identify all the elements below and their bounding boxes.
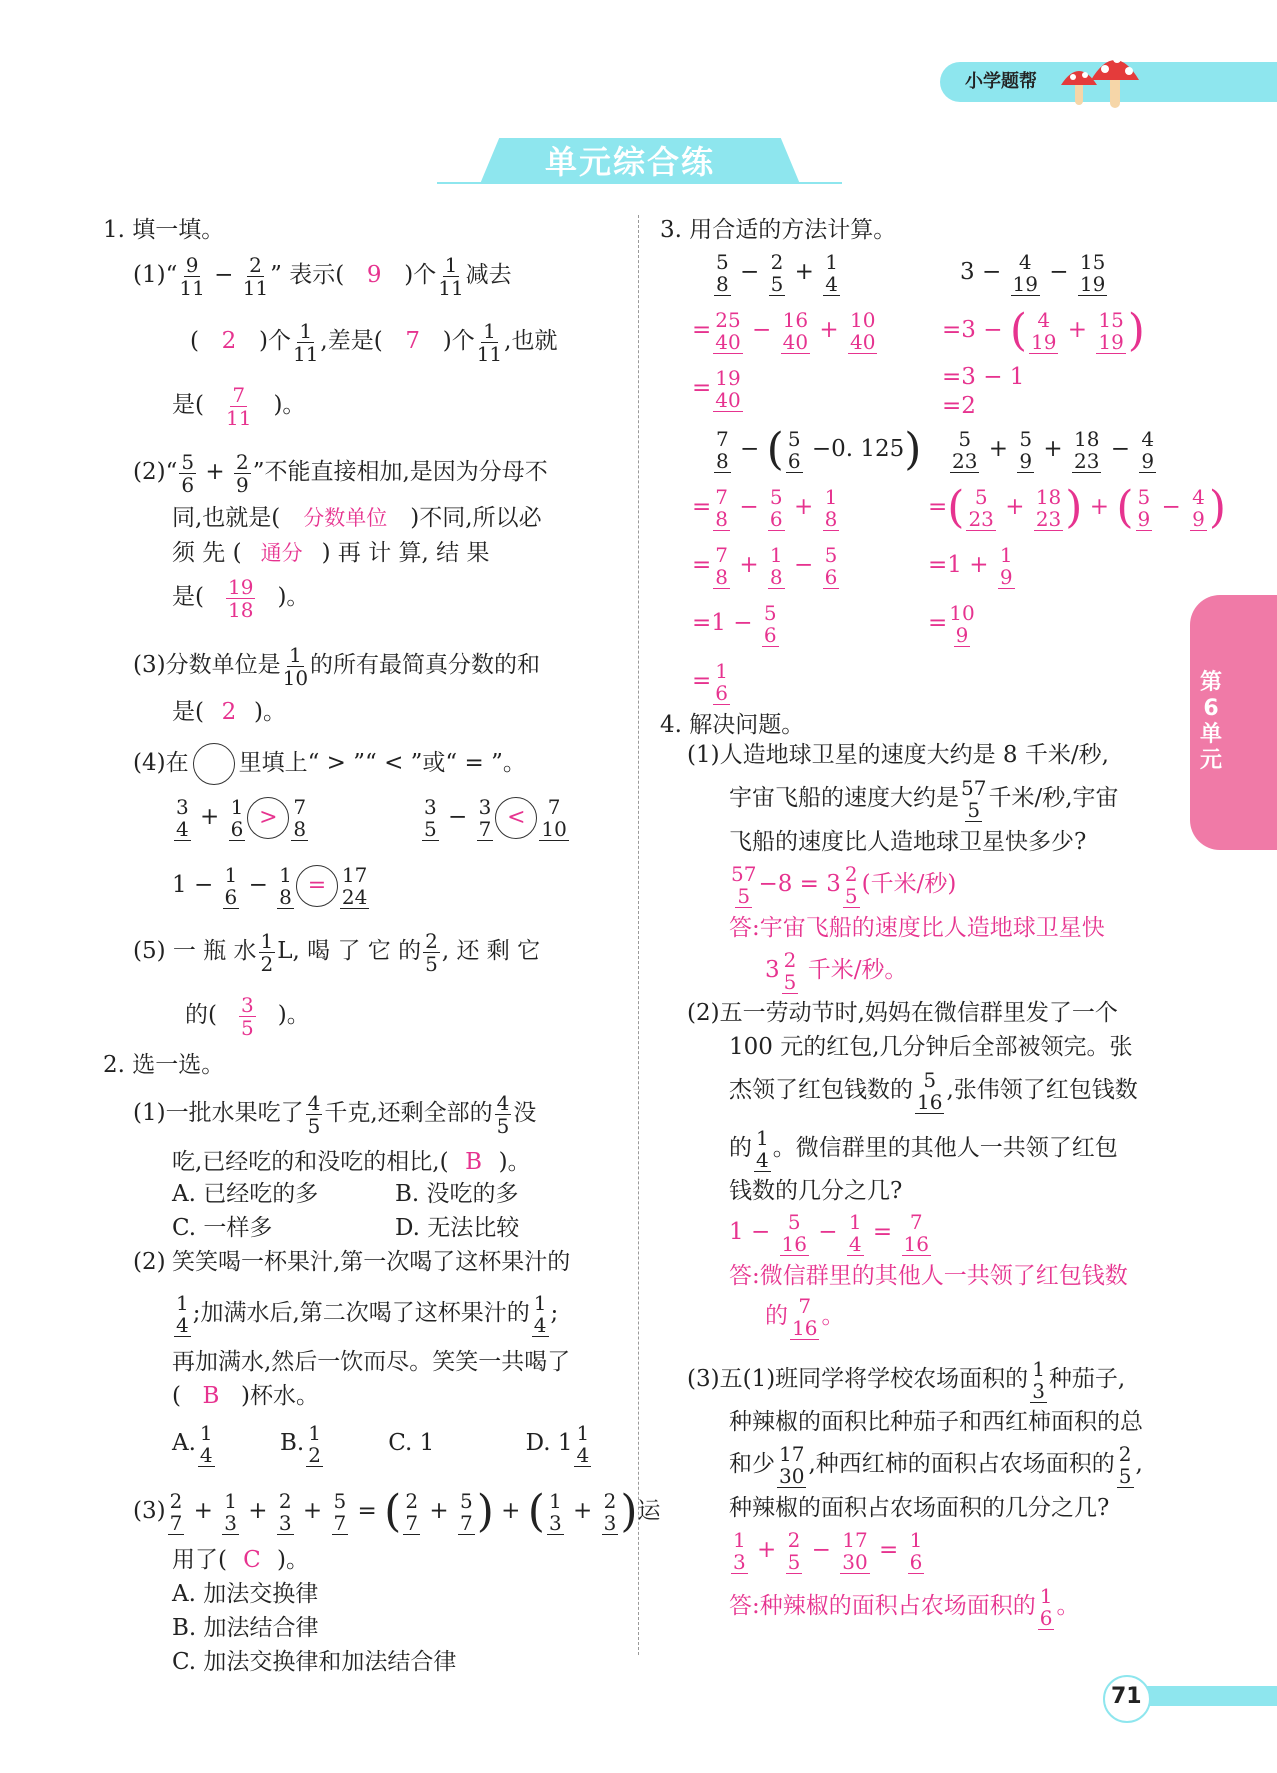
q2-3-answer: C	[243, 1547, 261, 1573]
q1-1-answer-3: 7	[405, 328, 421, 354]
q3-calc-d-4: = 10 9	[928, 600, 975, 647]
q4-3-calc: 1 3 + 2 5 − 17 30 = 1 6	[733, 1527, 923, 1574]
q4-2-line1: (2)五一劳动节时,妈妈在微信群里发了一个	[687, 1000, 1118, 1026]
q4-1-calc: 57 5 −8 = 3 2 5 (千米/秒)	[731, 861, 957, 908]
q2-2-answer: B	[202, 1383, 220, 1409]
q1-5-answer: $\frac{3}{5}$	[240, 992, 254, 1040]
q4-3-line2: 种辣椒的面积比种茄子和西红柿面积的总	[729, 1409, 1143, 1435]
q2-1-optD: D. 无法比较	[395, 1215, 520, 1241]
page-number: 71	[1111, 1684, 1142, 1709]
q1-2-line1: (2)“ $\frac{5}{6}$ + $\frac{2}{9}$ ”不能直接相加,是因为分母不	[133, 449, 548, 497]
q3-heading: 3. 用合适的方法计算。	[660, 217, 897, 243]
q4-2-answer-line2: 的 7 16 。	[765, 1293, 845, 1340]
unit-side-tab-label: 第6单元	[1199, 670, 1222, 773]
q2-1-optB: B. 没吃的多	[395, 1181, 519, 1207]
column-divider	[638, 215, 639, 1655]
q1-4-compare-2: 3 5 − 3 7 < 7 10	[424, 794, 567, 841]
q3-calc-d-3: =1 + 1 9	[928, 542, 1013, 589]
q3-calc-d-2: =( 5 23 + 18 23 ) + ( 5 9 − 4 9 )	[928, 482, 1227, 533]
q4-1-line2: 宇宙飞船的速度大约是 57 5 千米/秒,宇宙	[729, 775, 1119, 822]
q4-3-line3: 和少 17 30 ,种西红柿的面积占农场面积的 2 5 ,	[729, 1441, 1143, 1488]
q2-3-line2: 用了( C )。	[172, 1544, 309, 1576]
q1-1-line3: 是( $\frac{7}{11}$ )。	[172, 382, 306, 430]
q2-2-line4: ( B )杯水。	[172, 1380, 319, 1412]
q3-calc-a-1: 5 8 − 2 5 + 1 4	[716, 249, 839, 296]
mushroom-icon	[1055, 45, 1145, 115]
q4-1-answer-line1: 答:宇宙飞船的速度比人造地球卫星快	[729, 915, 1105, 941]
q1-5-line2: 的( $\frac{3}{5}$ )。	[185, 992, 310, 1040]
q3-calc-d-1: 5 23 + 5 9 + 18 23 − 4 9	[952, 426, 1155, 473]
q1-1-line1: (1)“ $\frac{9}{11}$ − $\frac{2}{11}$ ” 表示( 9 )个 $\frac{1}{11}$ 减去	[133, 250, 512, 300]
q4-1-answer-line2: 3 2 5 千米/秒。	[765, 947, 908, 994]
q1-2-line2: 同,也就是( 分数单位 )不同,所以必	[172, 502, 542, 534]
q4-2-line5: 钱数的几分之几?	[729, 1178, 903, 1204]
page-title: 单元综合练	[545, 143, 716, 181]
q3-calc-a-3: = 19 40	[692, 365, 741, 412]
q1-3-line2: 是( 2 )。	[172, 696, 286, 728]
q3-calc-c-5: = 1 6	[692, 658, 729, 705]
q4-1-line1: (1)人造地球卫星的速度大约是 8 千米/秒,	[687, 742, 1109, 768]
q2-1-line1: (1)一批水果吃了 $\frac{4}{5}$ 千克,还剩全部的 $\frac{4}{5}$ 没	[133, 1090, 537, 1138]
q3-calc-c-3: = 7 8 + 1 8 − 5 6	[692, 542, 838, 589]
q4-heading: 4. 解决问题。	[660, 712, 805, 738]
q2-3-line1: (3) 2 7 + 1 3 + 2 3 + 5 7 = ( 2 7 + 5 7 ) + ( 1 3 + 2 3 )运	[133, 1486, 661, 1537]
q3-calc-b-1: 3 − 4 19 − 15 19	[960, 249, 1106, 296]
q2-1-optC: C. 一样多	[172, 1215, 273, 1241]
q1-4-compare-3: 1 − 1 6 − 1 8 = 17 24	[172, 862, 368, 909]
q4-1-line3: 飞船的速度比人造地球卫星快多少?	[729, 829, 1087, 855]
q4-3-line1: (3)五(1)班同学将学校农场面积的 1 3 种茄子,	[687, 1356, 1126, 1403]
q4-2-line3: 杰领了红包钱数的 5 16 ,张伟领了红包钱数	[729, 1067, 1138, 1114]
brand-label: 小学题帮	[965, 71, 1037, 92]
q1-4-line1: (4)在 里填上“ > ”“ < ”或“ = ”。	[133, 740, 526, 786]
q2-2-line2: 1 4 ;加满水后,第二次喝了这杯果汁的 1 4 ;	[176, 1290, 559, 1337]
q4-3-line4: 种辣椒的面积占农场面积的几分之几?	[729, 1495, 1110, 1521]
q1-2-answer-3: $\frac{19}{18}$	[227, 574, 254, 622]
q4-2-calc: 1 − 5 16 − 1 4 = 7 16	[729, 1209, 929, 1256]
q2-1-line2: 吃,已经吃的和没吃的相比,( B )。	[172, 1146, 531, 1178]
q1-1-answer-1: 9	[366, 262, 382, 288]
q2-2-line3: 再加满水,然后一饮而尽。笑笑一共喝了	[172, 1349, 571, 1375]
q1-4-compare-1: 3 4 + 1 6 > 7 8	[176, 794, 307, 841]
q1-5-line1: (5) 一 瓶 水 $\frac{1}{2}$ L, 喝 了 它 的 $\frac{2}{5}$ , 还 剩 它	[133, 928, 541, 976]
q1-2-line3: 须 先 ( 通分 ) 再 计 算, 结 果	[172, 537, 489, 569]
q2-2-label: (2)	[133, 1249, 166, 1275]
q1-1-answer-2: 2	[221, 328, 237, 354]
q2-2-options: A. 1 4 B. 1 2 C. 1 D. 1 1 4	[172, 1420, 590, 1467]
q3-calc-c-1: 7 8 − ( 5 6 −0. 125)	[716, 424, 922, 475]
q3-calc-c-2: = 7 8 − 5 6 + 1 8	[692, 484, 838, 531]
q2-3-optB: B. 加法结合律	[172, 1615, 319, 1641]
q1-3-answer: 2	[221, 699, 237, 725]
q1-1-line2: ( 2 )个 $\frac{1}{11}$ ,差是( 7 )个 $\frac{1}{11}$ ,也就	[190, 316, 557, 366]
q1-heading: 1. 填一填。	[103, 217, 225, 243]
q4-2-answer-line1: 答:微信群里的其他人一共领了红包钱数	[729, 1263, 1128, 1289]
q1-2-answer-2: 通分	[260, 541, 303, 565]
q1-2-line4: 是( $\frac{19}{18}$ )。	[172, 574, 310, 622]
q3-calc-a-2: = 25 40 − 16 40 + 10 40	[692, 307, 876, 354]
q2-3-optC: C. 加法交换律和加法结合律	[172, 1649, 457, 1675]
q2-2-line1: 笑笑喝一杯果汁,第一次喝了这杯果汁的	[172, 1249, 571, 1275]
q3-calc-b-4: =2	[942, 393, 976, 419]
q2-heading: 2. 选一选。	[103, 1052, 225, 1078]
q1-1-answer-4: $\frac{7}{11}$	[225, 382, 252, 430]
q1-3-line1: (3)分数单位是 $\frac{1}{10}$ 的所有最简真分数的和	[133, 642, 541, 690]
q4-3-answer: 答:种辣椒的面积占农场面积的 1 6 。	[729, 1583, 1080, 1630]
q3-calc-b-2: =3 − ( 4 19 + 15 19 )	[942, 305, 1145, 356]
q2-3-optA: A. 加法交换律	[172, 1581, 319, 1607]
q1-2-answer-1: 分数单位	[303, 506, 388, 530]
q4-2-line2: 100 元的红包,几分钟后全部被领完。张	[729, 1034, 1133, 1060]
q3-calc-b-3: =3 − 1	[942, 364, 1025, 390]
q2-1-optA: A. 已经吃的多	[172, 1181, 319, 1207]
q4-2-line4: 的 1 4 。微信群里的其他人一共领了红包	[729, 1125, 1118, 1172]
q2-1-answer: B	[465, 1149, 483, 1175]
q3-calc-c-4: =1 − 5 6	[692, 600, 777, 647]
